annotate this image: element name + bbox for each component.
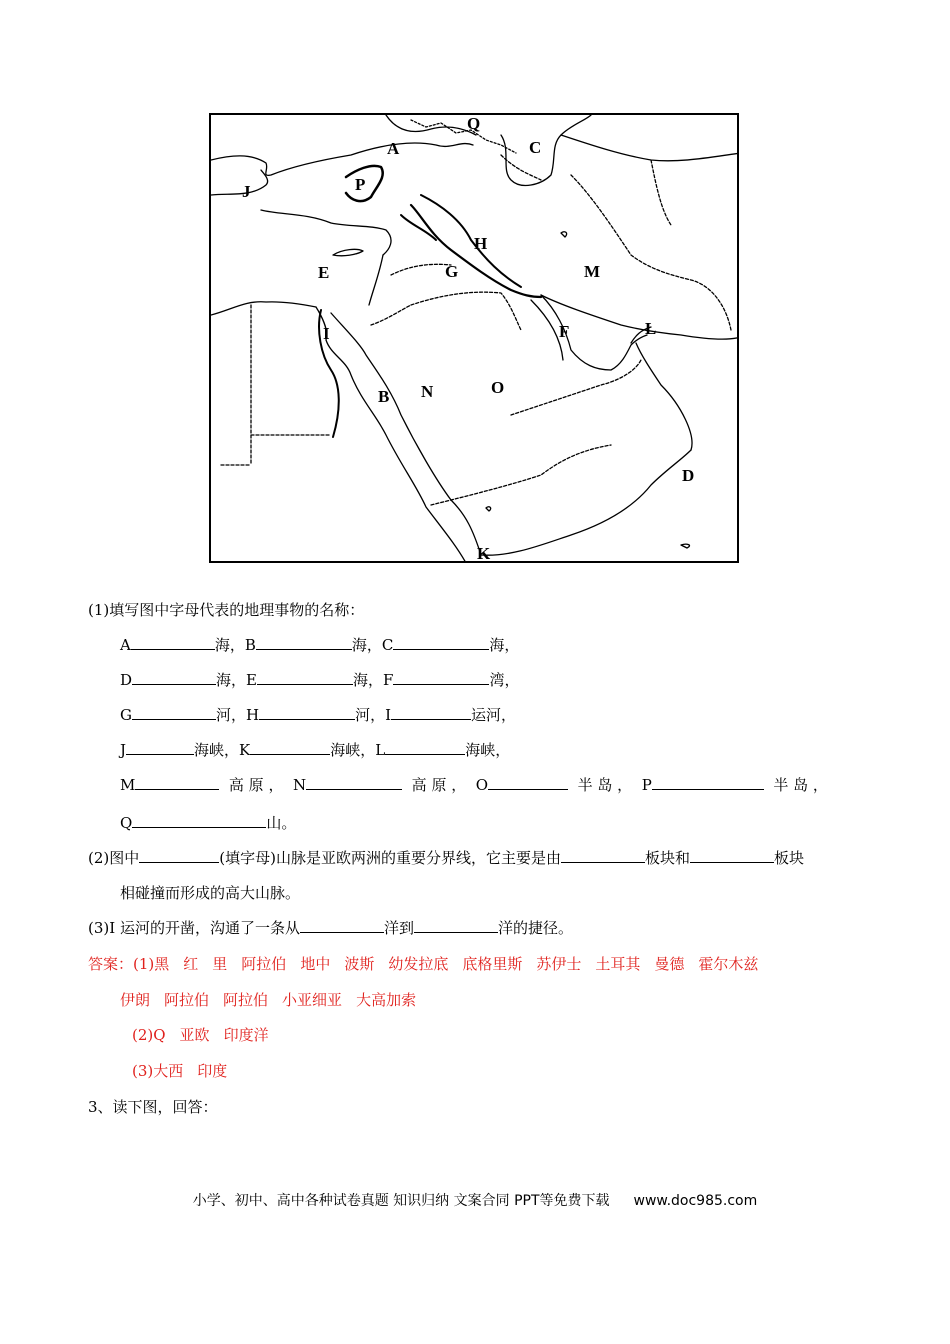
q1-suffix: 海， bbox=[216, 671, 247, 689]
q1-letter: O bbox=[475, 776, 489, 794]
q1-suffix: 海， bbox=[214, 636, 245, 654]
map-label-d: D bbox=[682, 466, 695, 485]
q1-letter: G bbox=[120, 706, 132, 724]
map-label-b: B bbox=[378, 387, 390, 406]
q1-row-5 bbox=[120, 775, 828, 795]
answer-word: 阿拉伯 bbox=[241, 955, 287, 973]
map-label-i: I bbox=[323, 324, 330, 343]
map-label-j: J bbox=[242, 182, 251, 201]
answer-blank[interactable] bbox=[259, 705, 355, 720]
q1-letter: H bbox=[246, 706, 260, 724]
q1-row-2 bbox=[120, 670, 519, 690]
answer-blank[interactable] bbox=[306, 775, 402, 790]
q1-suffix: 海峡， bbox=[330, 741, 376, 759]
q3-text: 洋的捷径。 bbox=[497, 919, 573, 937]
answer-word: 阿拉伯 bbox=[223, 991, 269, 1009]
q2-text: (2)图中 bbox=[88, 849, 140, 867]
map-drawing bbox=[211, 115, 739, 563]
answer-blank[interactable] bbox=[256, 635, 352, 650]
q1-suffix: 河， bbox=[215, 706, 246, 724]
answer-word: 霍尔木兹 bbox=[698, 955, 759, 973]
answer-line-4 bbox=[132, 1061, 227, 1081]
answer-blank[interactable] bbox=[131, 635, 215, 650]
answer-blank[interactable] bbox=[300, 918, 384, 933]
answer-word: 波斯 bbox=[344, 955, 375, 973]
answer-blank[interactable] bbox=[690, 848, 774, 863]
answer-blank[interactable] bbox=[132, 813, 266, 828]
q1-suffix: 半 岛 ， bbox=[773, 776, 828, 794]
answer-blank[interactable] bbox=[488, 775, 568, 790]
map-label-k: K bbox=[477, 544, 491, 563]
answer-word: 里 bbox=[212, 955, 228, 973]
answer-word: 底格里斯 bbox=[462, 955, 523, 973]
map-label-a: A bbox=[387, 139, 400, 158]
answer-word: 印度 bbox=[197, 1062, 228, 1080]
q1-suffix: 运河， bbox=[471, 706, 517, 724]
answer-word: 土耳其 bbox=[595, 955, 641, 973]
answer-word: 阿拉伯 bbox=[164, 991, 210, 1009]
page-footer bbox=[0, 1191, 950, 1211]
q1-letter: I bbox=[385, 706, 392, 724]
q1-suffix: 海， bbox=[353, 671, 384, 689]
answer-word: 曼德 bbox=[654, 955, 685, 973]
q1-suffix: 湾， bbox=[489, 671, 520, 689]
answer-blank[interactable] bbox=[393, 670, 489, 685]
q1-suffix: 海， bbox=[351, 636, 382, 654]
answer-label: 答案： bbox=[88, 955, 134, 973]
q1-letter: J bbox=[120, 741, 127, 759]
q2-line-2: 相碰撞而形成的高大山脉。 bbox=[120, 884, 301, 902]
footer-text: 小学、初中、高中各种试卷真题 知识归纳 文案合同 PPT等免费下载 bbox=[192, 1193, 610, 1209]
map-label-g: G bbox=[445, 262, 459, 281]
q1-suffix: 半 岛 ， bbox=[577, 776, 633, 794]
q2-text: 板块和 bbox=[644, 849, 690, 867]
answer-word: (1)黑 bbox=[133, 955, 170, 973]
map-label-n: N bbox=[421, 382, 434, 401]
answer-word: 印度洋 bbox=[223, 1026, 269, 1044]
answer-word: 地中 bbox=[300, 955, 331, 973]
q1-suffix: 河， bbox=[355, 706, 386, 724]
q3-line bbox=[88, 918, 573, 938]
q1-suffix: 海峡， bbox=[194, 741, 240, 759]
map-label-e: E bbox=[318, 263, 330, 282]
answer-blank[interactable] bbox=[257, 670, 353, 685]
q1-suffix: 高 原 ， bbox=[228, 776, 284, 794]
answer-blank[interactable] bbox=[393, 635, 489, 650]
map-label-f: F bbox=[559, 322, 570, 341]
answer-word: 幼发拉底 bbox=[388, 955, 449, 973]
answer-blank[interactable] bbox=[561, 848, 645, 863]
answer-word: 红 bbox=[183, 955, 199, 973]
map-label-q: Q bbox=[467, 114, 481, 133]
answer-blank[interactable] bbox=[132, 705, 216, 720]
q1-suffix: 高 原 ， bbox=[411, 776, 467, 794]
q1-letter: K bbox=[239, 741, 251, 759]
answer-blank[interactable] bbox=[414, 918, 498, 933]
q1-letter: F bbox=[383, 671, 394, 689]
q1-letter: Q bbox=[120, 814, 133, 832]
q1-letter: C bbox=[381, 636, 394, 654]
answer-word: (2)Q bbox=[132, 1026, 166, 1044]
answer-blank[interactable] bbox=[135, 775, 219, 790]
q2-line-1 bbox=[88, 848, 804, 868]
q1-letter: N bbox=[293, 776, 307, 794]
answer-blank[interactable] bbox=[385, 740, 465, 755]
q1-suffix: 海， bbox=[489, 636, 520, 654]
q1-row-1 bbox=[120, 635, 519, 655]
map-label-l: L bbox=[645, 319, 657, 338]
answer-word: 苏伊士 bbox=[536, 955, 582, 973]
q1-letter: P bbox=[641, 776, 652, 794]
answer-word: 大高加索 bbox=[356, 991, 417, 1009]
answer-blank[interactable] bbox=[132, 670, 216, 685]
map-label-m: M bbox=[584, 262, 601, 281]
answer-word: 小亚细亚 bbox=[282, 991, 343, 1009]
q2-text: 板块 bbox=[773, 849, 804, 867]
q3-text: (3)I 运河的开凿，沟通了一条从 bbox=[88, 919, 300, 937]
q1-letter: D bbox=[120, 671, 133, 689]
q1-letter: M bbox=[120, 776, 136, 794]
question-3-heading: 3、读下图，回答： bbox=[88, 1098, 218, 1116]
answer-blank[interactable] bbox=[126, 740, 194, 755]
q1-letter: B bbox=[244, 636, 256, 654]
map-label-o: O bbox=[491, 378, 505, 397]
middle-east-map bbox=[209, 113, 739, 563]
q1-letter: A bbox=[120, 636, 131, 654]
answer-blank[interactable] bbox=[652, 775, 764, 790]
map-label-c: C bbox=[529, 138, 542, 157]
q1-letter: L bbox=[375, 741, 386, 759]
answer-line-2 bbox=[120, 990, 416, 1010]
answer-blank[interactable] bbox=[250, 740, 330, 755]
map-label-p: P bbox=[355, 175, 366, 194]
q1-row-4 bbox=[120, 740, 510, 760]
answer-word: (3)大西 bbox=[132, 1062, 184, 1080]
footer-url[interactable]: www.doc985.com bbox=[633, 1193, 758, 1209]
q1-suffix: 山。 bbox=[266, 814, 297, 832]
answer-blank[interactable] bbox=[391, 705, 471, 720]
q2-text: (填字母)山脉是亚欧两洲的重要分界线，它主要是由 bbox=[219, 849, 561, 867]
answer-word: 亚欧 bbox=[179, 1026, 210, 1044]
answer-line-3 bbox=[132, 1025, 269, 1045]
q1-suffix: 海峡， bbox=[465, 741, 511, 759]
q3-text: 洋到 bbox=[383, 919, 414, 937]
q1-intro: (1)填写图中字母代表的地理事物的名称： bbox=[88, 601, 365, 619]
map-label-h: H bbox=[474, 234, 488, 253]
q1-row-3 bbox=[120, 705, 516, 725]
answer-word: 伊朗 bbox=[120, 991, 151, 1009]
answer-blank[interactable] bbox=[139, 848, 219, 863]
q1-row-6 bbox=[120, 813, 296, 833]
answer-line-1 bbox=[88, 954, 758, 974]
q1-letter: E bbox=[246, 671, 257, 689]
